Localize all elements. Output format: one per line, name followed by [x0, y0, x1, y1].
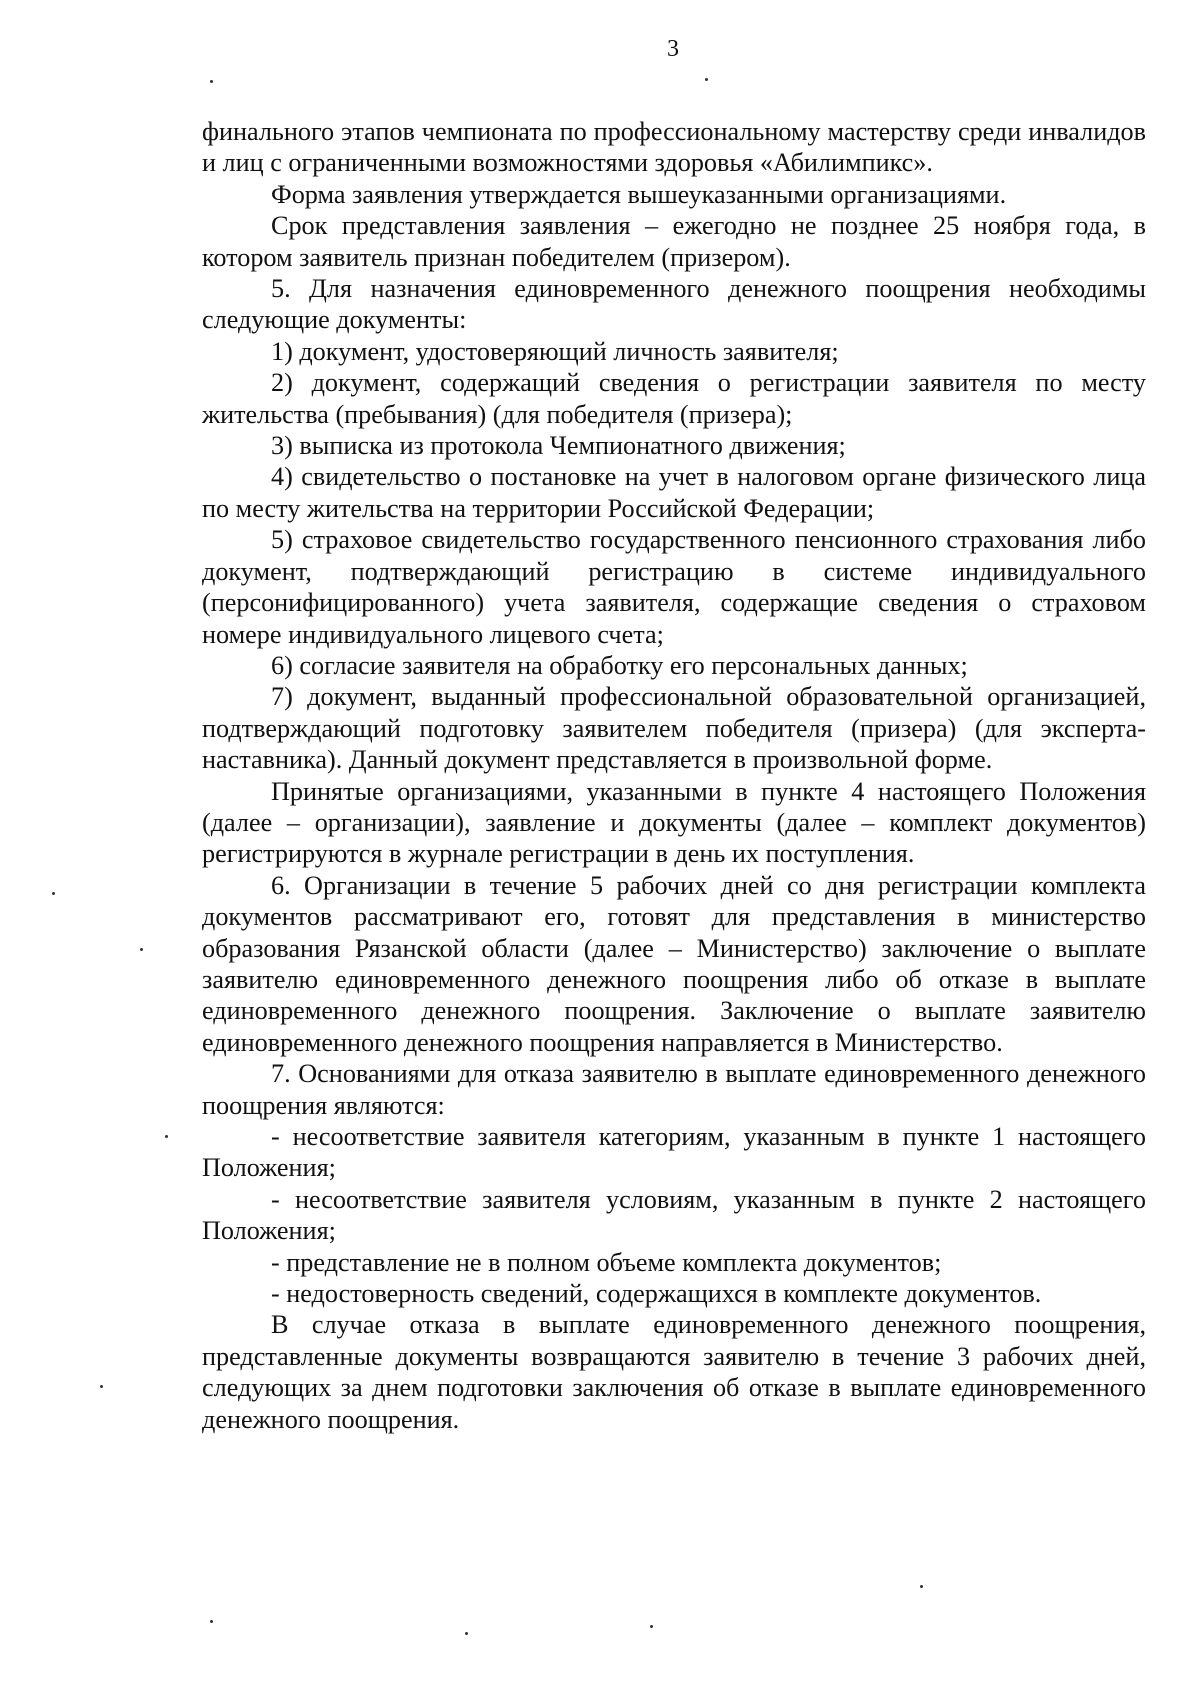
- paragraph: Форма заявления утверждается вышеуказанными организациями.: [271, 179, 1007, 209]
- list-item: - несоответствие заявителя категориям, указанным в пункте 1 настоящего Положения;: [202, 1122, 1146, 1183]
- scan-speck: [650, 1625, 653, 1628]
- scan-speck: [210, 80, 213, 83]
- scan-speck: [465, 1632, 468, 1635]
- scan-speck: [705, 78, 708, 81]
- list-item: 5) страховое свидетельство государственного пенсионного страхования либо документ, подтверждающий регистрацию в системе индивидуального (персонифицированного) учета заявителя, содержащие сведения о страховом номере индивидуального лицевого счета;: [202, 525, 1146, 649]
- scan-speck: [52, 892, 55, 895]
- scan-speck: [100, 1385, 103, 1388]
- scan-speck: [140, 948, 143, 951]
- list-item: 7) документ, выданный профессиональной образовательной организацией, подтверждающий подготовку заявителем победителя (призера) (для эксперта-наставника). Данный документ представляется в произвольной форме.: [202, 682, 1146, 775]
- list-item: - несоответствие заявителя условиям, указанным в пункте 2 настоящего Положения;: [202, 1184, 1146, 1246]
- list-item: 1) документ, удостоверяющий личность заявителя;: [271, 336, 839, 366]
- scan-speck: [165, 1135, 168, 1138]
- list-item: 2) документ, содержащий сведения о регистрации заявителя по месту жительства (пребывания) (для победителя (призера);: [202, 368, 1146, 429]
- list-item: 4) свидетельство о постановке на учет в налоговом органе физического лица по месту жительства на территории Российской Федерации;: [202, 462, 1146, 523]
- list-item: 6) согласие заявителя на обработку его персональных данных;: [271, 650, 968, 680]
- paragraph: В случае отказа в выплате единовременного денежного поощрения, представленные документы возвращаются заявителю в течение 3 рабочих дней, следующих за днем подготовки заключения об отказе в выплате единовременного денежного поощрения.: [202, 1310, 1146, 1434]
- paragraph: 6. Организации в течение 5 рабочих дней со дня регистрации комплекта документов рассматривают его, готовят для представления в министерство образования Рязанской области (далее – Министерство) заключение о выплате заявителю единовременного денежного поощрения либо об отказе в выплате единовременного денежного поощрения. Заключение о выплате заявителю единовременного денежного поощрения направляется в Министерство.: [202, 870, 1146, 1057]
- list-item: - недостоверность сведений, содержащихся в комплекте документов.: [271, 1279, 1042, 1309]
- scan-speck: [920, 1585, 923, 1588]
- paragraph: Принятые организациями, указанными в пункте 4 настоящего Положения (далее – организации), заявление и документы (далее – комплект документов) регистрируются в журнале регистрации в день их поступления.: [202, 776, 1146, 869]
- paragraph: финального этапов чемпионата по профессиональному мастерству среди инвалидов и лиц с ограниченными возможностями здоровья «Абилимпикс».: [202, 117, 1146, 178]
- scan-speck: [210, 1620, 213, 1623]
- paragraph: 5. Для назначения единовременного денежного поощрения необходимы следующие документы:: [202, 274, 1146, 335]
- list-item: - представление не в полном объеме комплекта документов;: [271, 1247, 942, 1277]
- paragraph: 7. Основаниями для отказа заявителю в выплате единовременного денежного поощрения являются:: [202, 1059, 1146, 1120]
- page-number: 3: [667, 36, 679, 62]
- paragraph: Срок представления заявления – ежегодно не позднее 25 ноября года, в котором заявитель признан победителем (призером).: [202, 211, 1146, 272]
- document-body: [202, 116, 1146, 1435]
- list-item: 3) выписка из протокола Чемпионатного движения;: [271, 431, 846, 461]
